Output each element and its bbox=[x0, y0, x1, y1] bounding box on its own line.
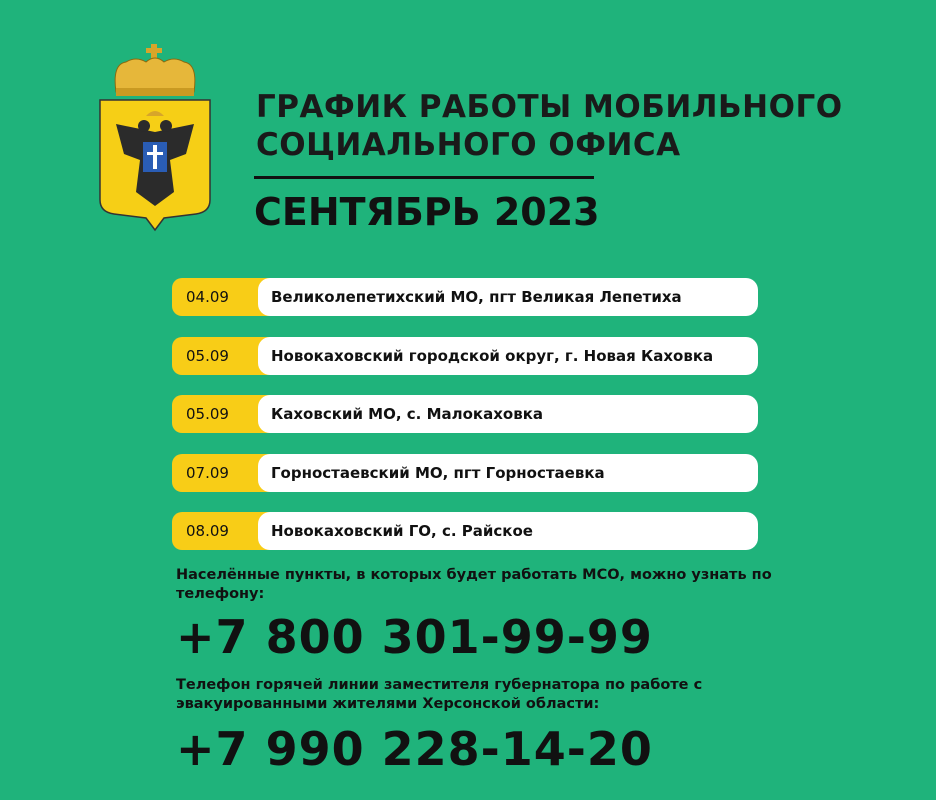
title-line-2: СОЦИАЛЬНОГО ОФИСА bbox=[256, 127, 681, 163]
info-note-settlements: Населённые пункты, в которых будет работать МСО, можно узнать по телефону: bbox=[176, 567, 772, 602]
schedule-place: Новокаховский ГО, с. Райское bbox=[258, 512, 758, 550]
schedule-place: Горностаевский МО, пгт Горностаевка bbox=[258, 454, 758, 492]
schedule-row bbox=[172, 512, 758, 550]
schedule-row bbox=[172, 278, 758, 316]
title-line-1: ГРАФИК РАБОТЫ МОБИЛЬНОГО bbox=[256, 89, 843, 125]
coat-of-arms-icon bbox=[96, 42, 214, 232]
schedule-date: 05.09 bbox=[172, 337, 272, 375]
schedule-date: 07.09 bbox=[172, 454, 272, 492]
schedule-row bbox=[172, 337, 758, 375]
page-title bbox=[256, 88, 843, 164]
schedule-place: Каховский МО, с. Малокаховка bbox=[258, 395, 758, 433]
divider bbox=[254, 176, 594, 179]
schedule-date: 05.09 bbox=[172, 395, 272, 433]
month-heading: СЕНТЯБРЬ 2023 bbox=[254, 190, 600, 234]
schedule-date: 04.09 bbox=[172, 278, 272, 316]
phone-number-hotline: +7 990 228-14-20 bbox=[176, 722, 653, 776]
info-note-hotline: Телефон горячей линии заместителя губернатора по работе с эвакуированными жителями Херсонской области: bbox=[176, 677, 703, 712]
schedule-row bbox=[172, 454, 758, 492]
schedule-place: Новокаховский городской округ, г. Новая Каховка bbox=[258, 337, 758, 375]
phone-number-main: +7 800 301-99-99 bbox=[176, 610, 653, 664]
schedule-place: Великолепетихский МО, пгт Великая Лепетиха bbox=[258, 278, 758, 316]
schedule-date: 08.09 bbox=[172, 512, 272, 550]
schedule-row bbox=[172, 395, 758, 433]
